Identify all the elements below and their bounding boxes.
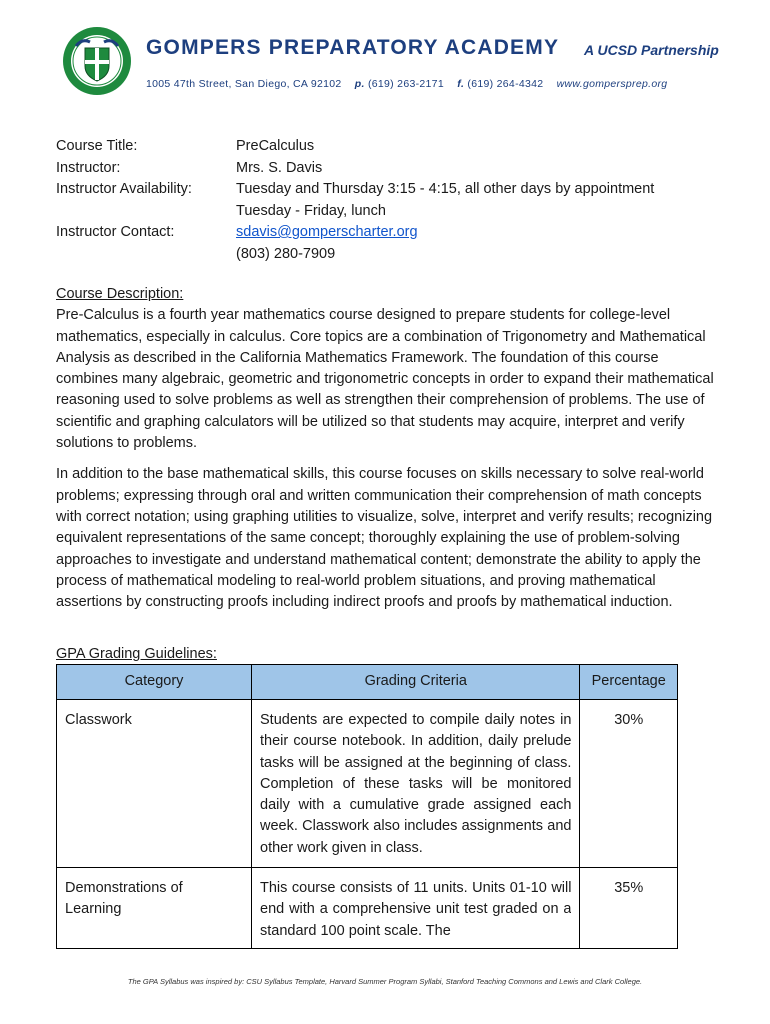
course-title-value: PreCalculus [236, 138, 315, 154]
contact-value [236, 222, 706, 265]
column-header-criteria: Grading Criteria [252, 665, 580, 700]
course-description-heading: Course Description: [56, 286, 184, 302]
row-category [57, 868, 252, 949]
row-percentage [580, 868, 678, 949]
row-criteria: Students are expected to compile daily notes in their course notebook. In addition, daily prelude tasks will be assigned at the beginning of class. Completion of these tasks will be monitored daily with a cumulative grade assigned each week. Classwork also includes assignments and other work given in class. [252, 700, 580, 868]
phone-label: p. [354, 78, 365, 90]
availability-row [56, 179, 706, 222]
instructor-row [56, 158, 706, 180]
contact-label: Instructor Contact: [56, 224, 175, 240]
contact-row [56, 222, 706, 265]
course-description-paragraph-2: In addition to the base mathematical skills, this course focuses on skills necessary to solve real-world problems; expressing through oral and written communication their comprehension of math concepts with correct notation; using graphing utilities to visualize, solve, interpret and verify results; recognizing equivalent representations of the same concept; thoroughly explaining the use of problem-solving approaches to investigate and understand mathematical content; demonstrate the ability to apply the process of mathematical modeling to real-world problem situations, and proving mathematical assertions by constructing proofs including indirect proofs and proofs by mathematical induction. [56, 466, 713, 611]
letterhead [62, 26, 722, 102]
row-criteria-text: This course consists of 11 units. Units 01-10 will end with a comprehensive unit test graded on a standard 100 point scale. The [260, 880, 572, 939]
school-website: www.gompersprep.org [556, 78, 668, 90]
school-phone: (619) 263-2171 [367, 78, 444, 90]
availability-value [236, 179, 706, 222]
availability-line-2: Tuesday - Friday, lunch [236, 202, 386, 219]
row-category: Classwork [57, 700, 252, 868]
instructor-label: Instructor: [56, 159, 121, 176]
table-row [57, 700, 678, 868]
grading-table [56, 664, 678, 949]
availability-label: Instructor Availability: [56, 181, 192, 197]
fax-label: f. [457, 78, 465, 90]
row-category-text: Demonstrations of Learning [65, 880, 183, 918]
course-description-paragraph-1: Pre-Calculus is a fourth year mathematics course designed to prepare students for college-level mathematics, especially in calculus. Core topics are a combination of Trigonometry and Mathematical Analysis as described in the California Mathematics Framework. The foundation of this course combines many algebraic, geometric and trigonometric concepts in order to expand their mathematical reasoning used to solve problems as well as strengthen their comprehension of problems. The use of scientific and graphing calculators will be utilized so that students may acquire, interpret and verify solutions to problems. [56, 307, 714, 452]
instructor-email-link[interactable]: sdavis@gomperscharter.org [236, 224, 418, 240]
school-name: GOMPERS PREPARATORY ACADEMY [146, 36, 560, 59]
row-criteria [252, 868, 580, 949]
row-percentage-text: 35% [614, 880, 644, 897]
course-title-label: Course Title: [56, 138, 138, 154]
course-info [56, 136, 706, 265]
course-title-row [56, 136, 706, 158]
partnership-label: A UCSD Partnership [584, 42, 719, 58]
school-contact-line [146, 78, 667, 90]
table-row [57, 868, 678, 949]
instructor-value: Mrs. S. Davis [236, 159, 323, 176]
column-header-percentage: Percentage [580, 665, 678, 700]
grading-heading: GPA Grading Guidelines: [56, 646, 217, 662]
instructor-phone: (803) 280-7909 [236, 245, 336, 262]
column-header-category: Category [57, 665, 252, 700]
footer-note: The GPA Syllabus was inspired by: CSU Syllabus Template, Harvard Summer Program Syllabi, Stanford Teaching Commons and Lewis and Clark College. [127, 977, 643, 986]
school-crest-logo [62, 26, 132, 96]
grading-heading-wrapper [56, 644, 724, 665]
table-header-row [57, 665, 678, 700]
course-description [56, 284, 724, 613]
availability-line-1: Tuesday and Thursday 3:15 - 4:15, all other days by appointment [236, 181, 655, 197]
school-address: 1005 47th Street, San Diego, CA 92102 [146, 78, 342, 90]
row-percentage: 30% [580, 700, 678, 868]
school-fax: (619) 264-4342 [467, 78, 544, 90]
